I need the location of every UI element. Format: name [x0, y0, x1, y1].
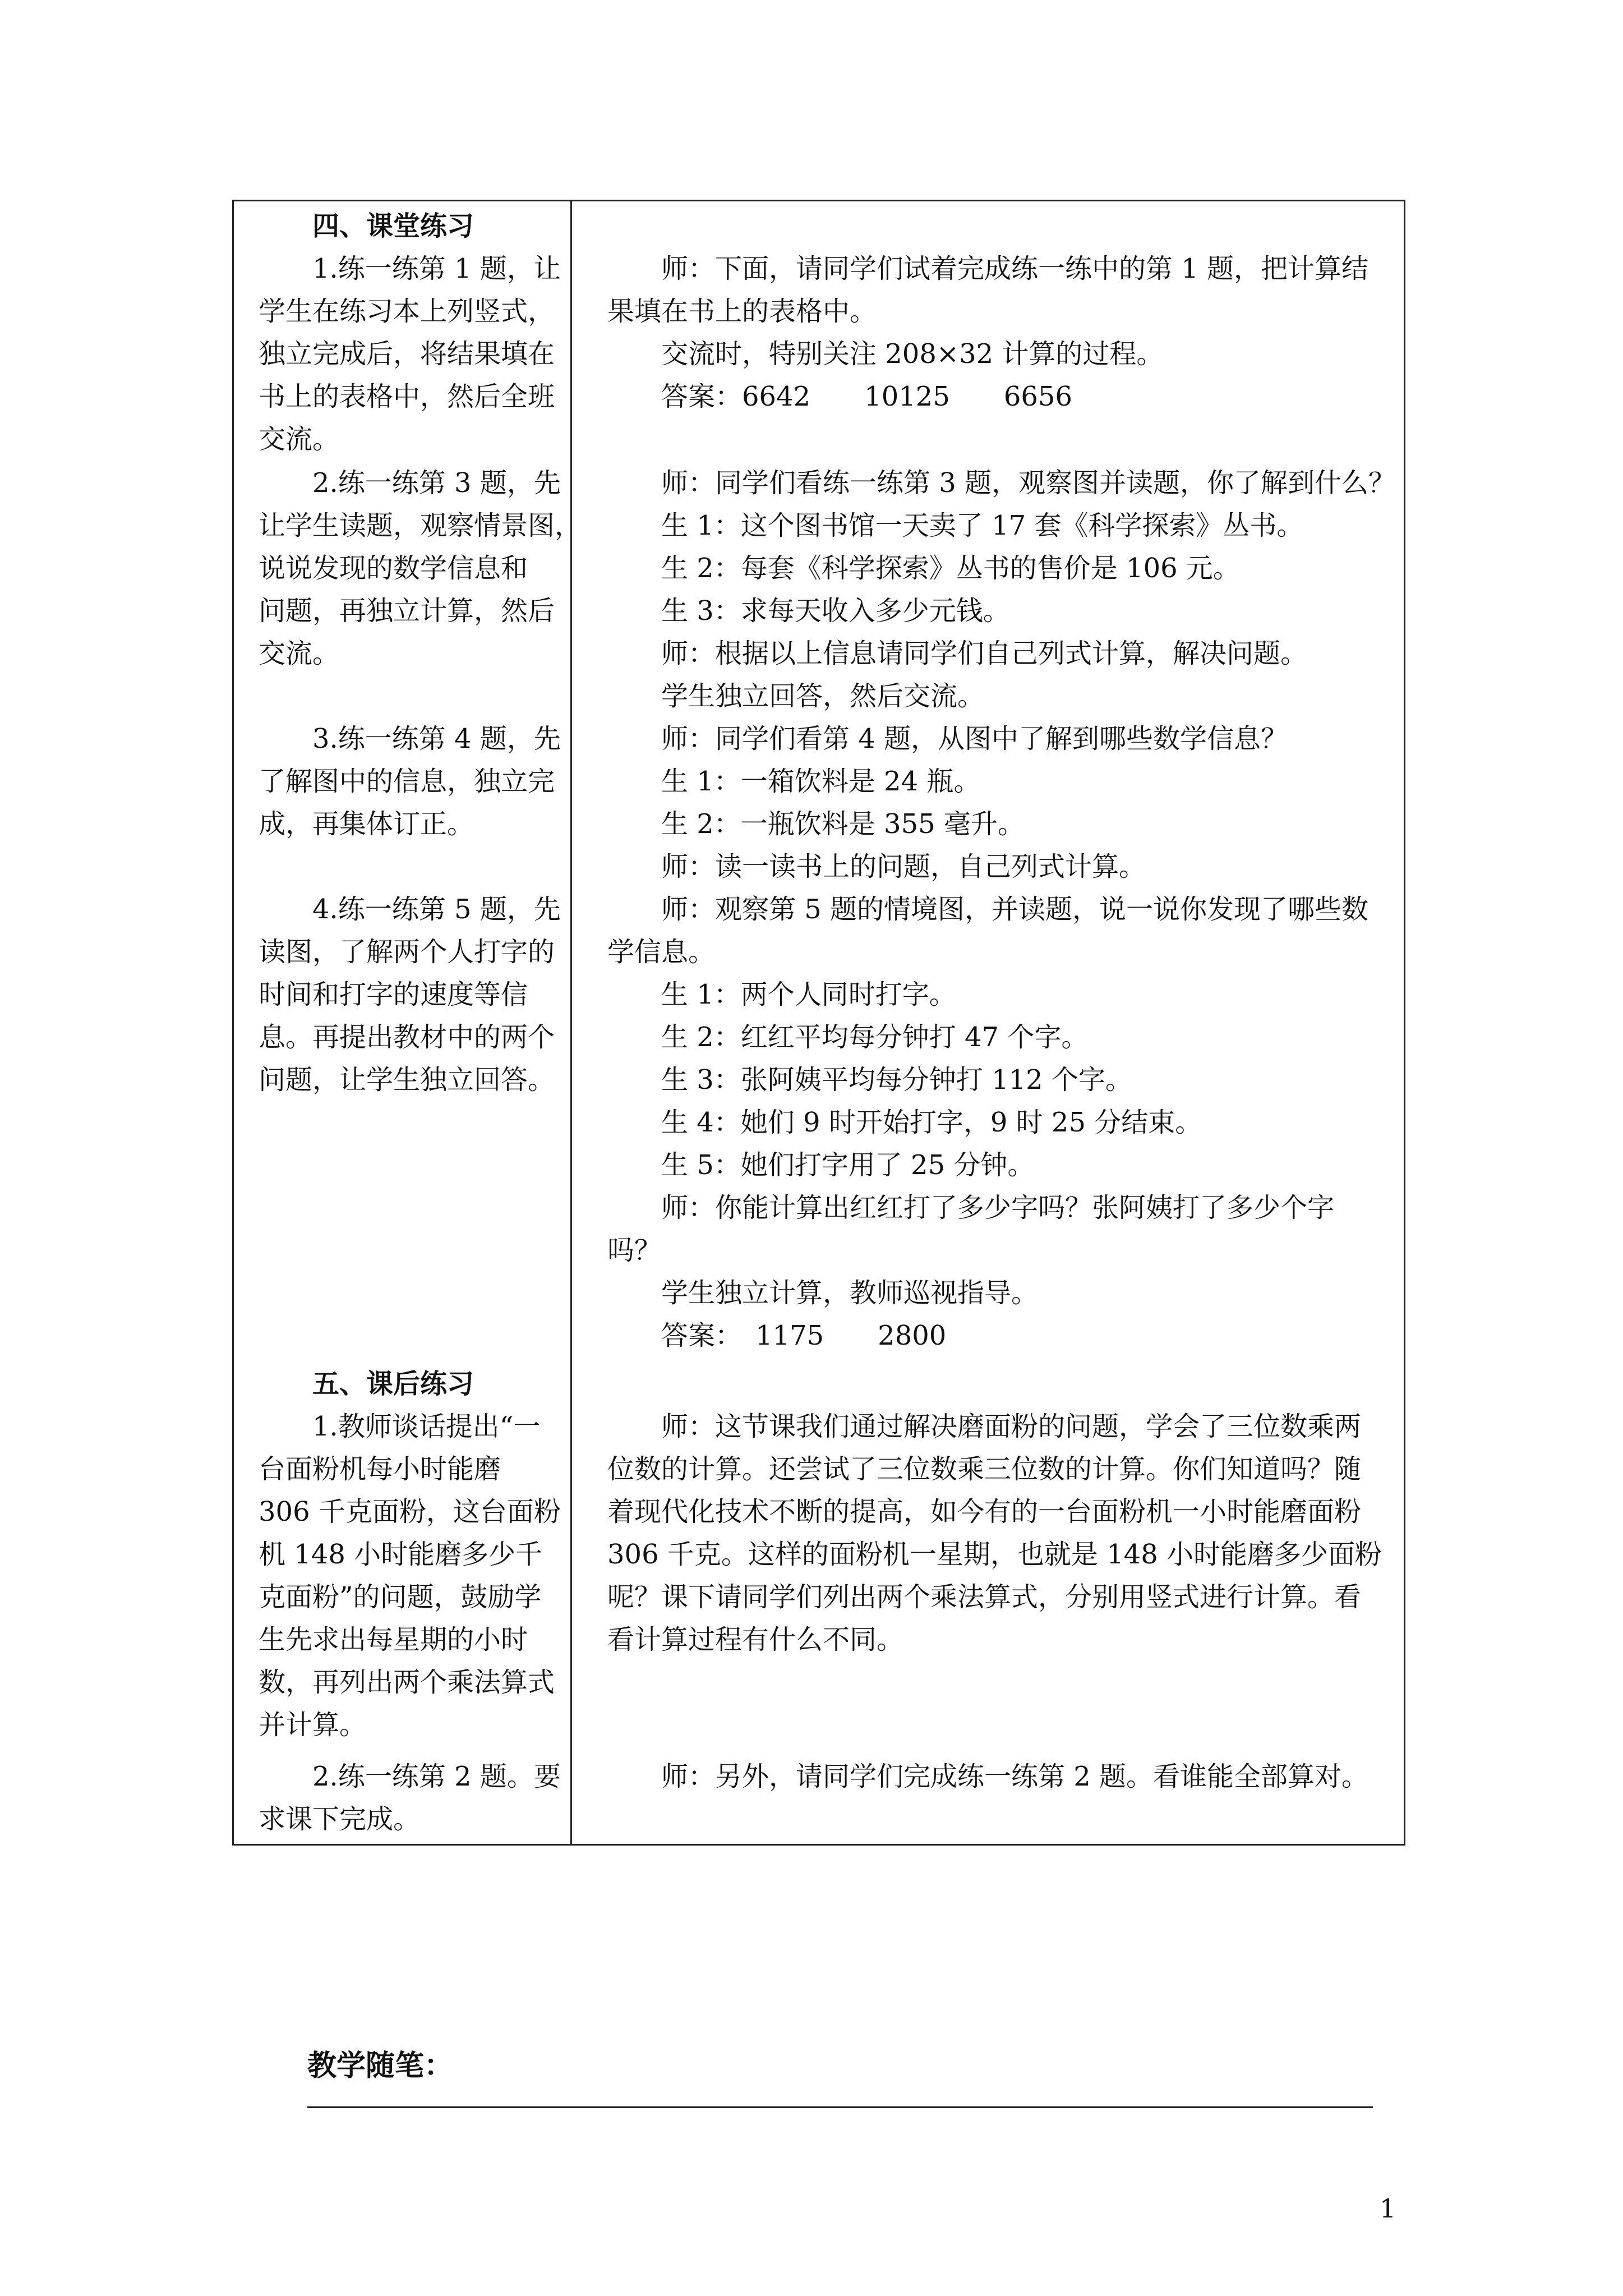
text-line: 交流时，特别关注 208×32 计算的过程。 [661, 338, 1164, 370]
practice-item-2-right [607, 462, 1396, 717]
homework-heading-cell [259, 1363, 561, 1405]
text-line: 着现代化技术不断的提高，如今有的一台面粉机一小时能磨面粉 [607, 1496, 1362, 1527]
text-line: 306 千克面粉，这台面粉 [259, 1496, 561, 1527]
text-line: 书上的表格中，然后全班 [259, 381, 555, 412]
practice-item-4-left [259, 888, 561, 1101]
text-line: 生 1：一箱饮料是 24 瓶。 [661, 766, 981, 797]
homework-item-2-right [607, 1755, 1393, 1798]
column-divider [570, 201, 572, 1844]
text-line: 问题，再独立计算，然后 [259, 595, 555, 627]
text-line: 生 3：张阿姨平均每分钟打 112 个字。 [661, 1064, 1132, 1096]
section-heading: 五、课后练习 [312, 1368, 474, 1400]
text-line: 位数的计算。还尝试了三位数乘三位数的计算。你们知道吗？随 [607, 1453, 1362, 1485]
section-heading: 四、课堂练习 [312, 210, 474, 242]
text-line: 并计算。 [259, 1709, 367, 1741]
text-line: 生 3：求每天收入多少元钱。 [661, 595, 1010, 627]
teaching-notes-label: 教学随笔： [307, 2049, 454, 2083]
text-line: 问题，让学生独立回答。 [259, 1064, 555, 1096]
text-line: 师：下面，请同学们试着完成练一练中的第 1 题，把计算结 [661, 253, 1369, 284]
text-line: 师：读一读书上的问题，自己列式计算。 [661, 851, 1146, 882]
text-line: 生 2：一瓶饮料是 355 毫升。 [661, 808, 1025, 840]
text-line: 数，再列出两个乘法算式 [259, 1667, 555, 1698]
text-line: 台面粉机每小时能磨 [259, 1453, 501, 1485]
text-line: 交流。 [259, 424, 340, 455]
text-line: 学生在练习本上列竖式， [259, 296, 555, 327]
text-line: 师：同学们看第 4 题，从图中了解到哪些数学信息？ [661, 723, 1288, 754]
text-line: 306 千克。这样的面粉机一星期，也就是 148 小时能磨多少面粉 [607, 1539, 1382, 1570]
text-line: 生 1：这个图书馆一天卖了 17 套《科学探索》丛书。 [661, 510, 1304, 541]
practice-item-3-left [259, 717, 561, 845]
homework-item-1-left [259, 1405, 561, 1746]
text-line: 读图，了解两个人打字的 [259, 936, 555, 968]
text-line: 吗？ [607, 1235, 662, 1266]
text-line: 交流。 [259, 638, 340, 669]
text-line: 时间和打字的速度等信 [259, 979, 528, 1010]
text-line: 果填在书上的表格中。 [607, 296, 877, 327]
text-line: 克面粉”的问题，鼓励学 [259, 1581, 542, 1613]
text-line: 生 1：两个人同时打字。 [661, 979, 956, 1010]
lesson-table [232, 200, 1405, 1846]
practice-item-1-right [607, 247, 1393, 418]
text-line: 学生独立计算，教师巡视指导。 [661, 1277, 1039, 1309]
notes-writing-line [307, 2106, 1373, 2108]
text-line: 答案：6642 10125 6656 [661, 381, 1073, 412]
text-line: 4.练一练第 5 题，先 [312, 894, 561, 925]
text-line: 生 5：她们打字用了 25 分钟。 [661, 1149, 1035, 1181]
text-line: 师：根据以上信息请同学们自己列式计算，解决问题。 [661, 638, 1308, 669]
text-line: 1.练一练第 1 题，让 [312, 253, 561, 284]
practice-item-3-right [607, 717, 1393, 888]
text-line: 生 2：红红平均每分钟打 47 个字。 [661, 1022, 1089, 1053]
text-line: 生 2：每套《科学探索》丛书的售价是 106 元。 [661, 553, 1240, 584]
text-line: 息。再提出教材中的两个 [259, 1022, 555, 1053]
text-line: 1.教师谈话提出“一 [312, 1411, 541, 1442]
text-line: 2.练一练第 3 题，先 [312, 467, 561, 499]
text-line: 呢？课下请同学们列出两个乘法算式，分别用竖式进行计算。看 [607, 1581, 1362, 1613]
practice-heading-cell [259, 205, 561, 247]
practice-item-1-left [259, 247, 561, 461]
text-line: 师：这节课我们通过解决磨面粉的问题，学会了三位数乘两 [661, 1411, 1362, 1442]
page-number: 1 [1380, 2193, 1396, 2224]
text-line: 3.练一练第 4 题，先 [312, 723, 561, 754]
text-line: 学生独立回答，然后交流。 [661, 680, 985, 712]
text-line: 师：你能计算出红红打了多少字吗？张阿姨打了多少个字 [661, 1192, 1335, 1223]
text-line: 求课下完成。 [259, 1803, 421, 1835]
text-line: 生 4：她们 9 时开始打字，9 时 25 分结束。 [661, 1107, 1202, 1138]
text-line: 说说发现的数学信息和 [259, 553, 528, 584]
text-line: 师：观察第 5 题的情境图，并读题，说一说你发现了哪些数 [661, 894, 1369, 925]
text-line: 了解图中的信息，独立完 [259, 766, 555, 797]
text-line: 看计算过程有什么不同。 [607, 1624, 904, 1655]
text-line: 2.练一练第 2 题。要 [312, 1761, 561, 1792]
homework-item-2-left [259, 1755, 561, 1841]
text-line: 师：同学们看练一练第 3 题，观察图并读题，你了解到什么？ [661, 467, 1396, 499]
practice-item-2-left [259, 462, 582, 675]
text-line: 答案： 1175 2800 [661, 1320, 947, 1351]
text-line: 独立完成后，将结果填在 [259, 338, 555, 370]
text-line: 生先求出每星期的小时 [259, 1624, 528, 1655]
text-line: 成，再集体订正。 [259, 808, 474, 840]
text-line: 学信息。 [607, 936, 716, 968]
practice-item-4-right [607, 888, 1393, 1357]
text-line: 让学生读题，观察情景图， [259, 510, 582, 541]
homework-item-1-right [607, 1405, 1393, 1661]
text-line: 机 148 小时能磨多少千 [259, 1539, 543, 1570]
text-line: 师：另外，请同学们完成练一练第 2 题。看谁能全部算对。 [661, 1761, 1369, 1792]
